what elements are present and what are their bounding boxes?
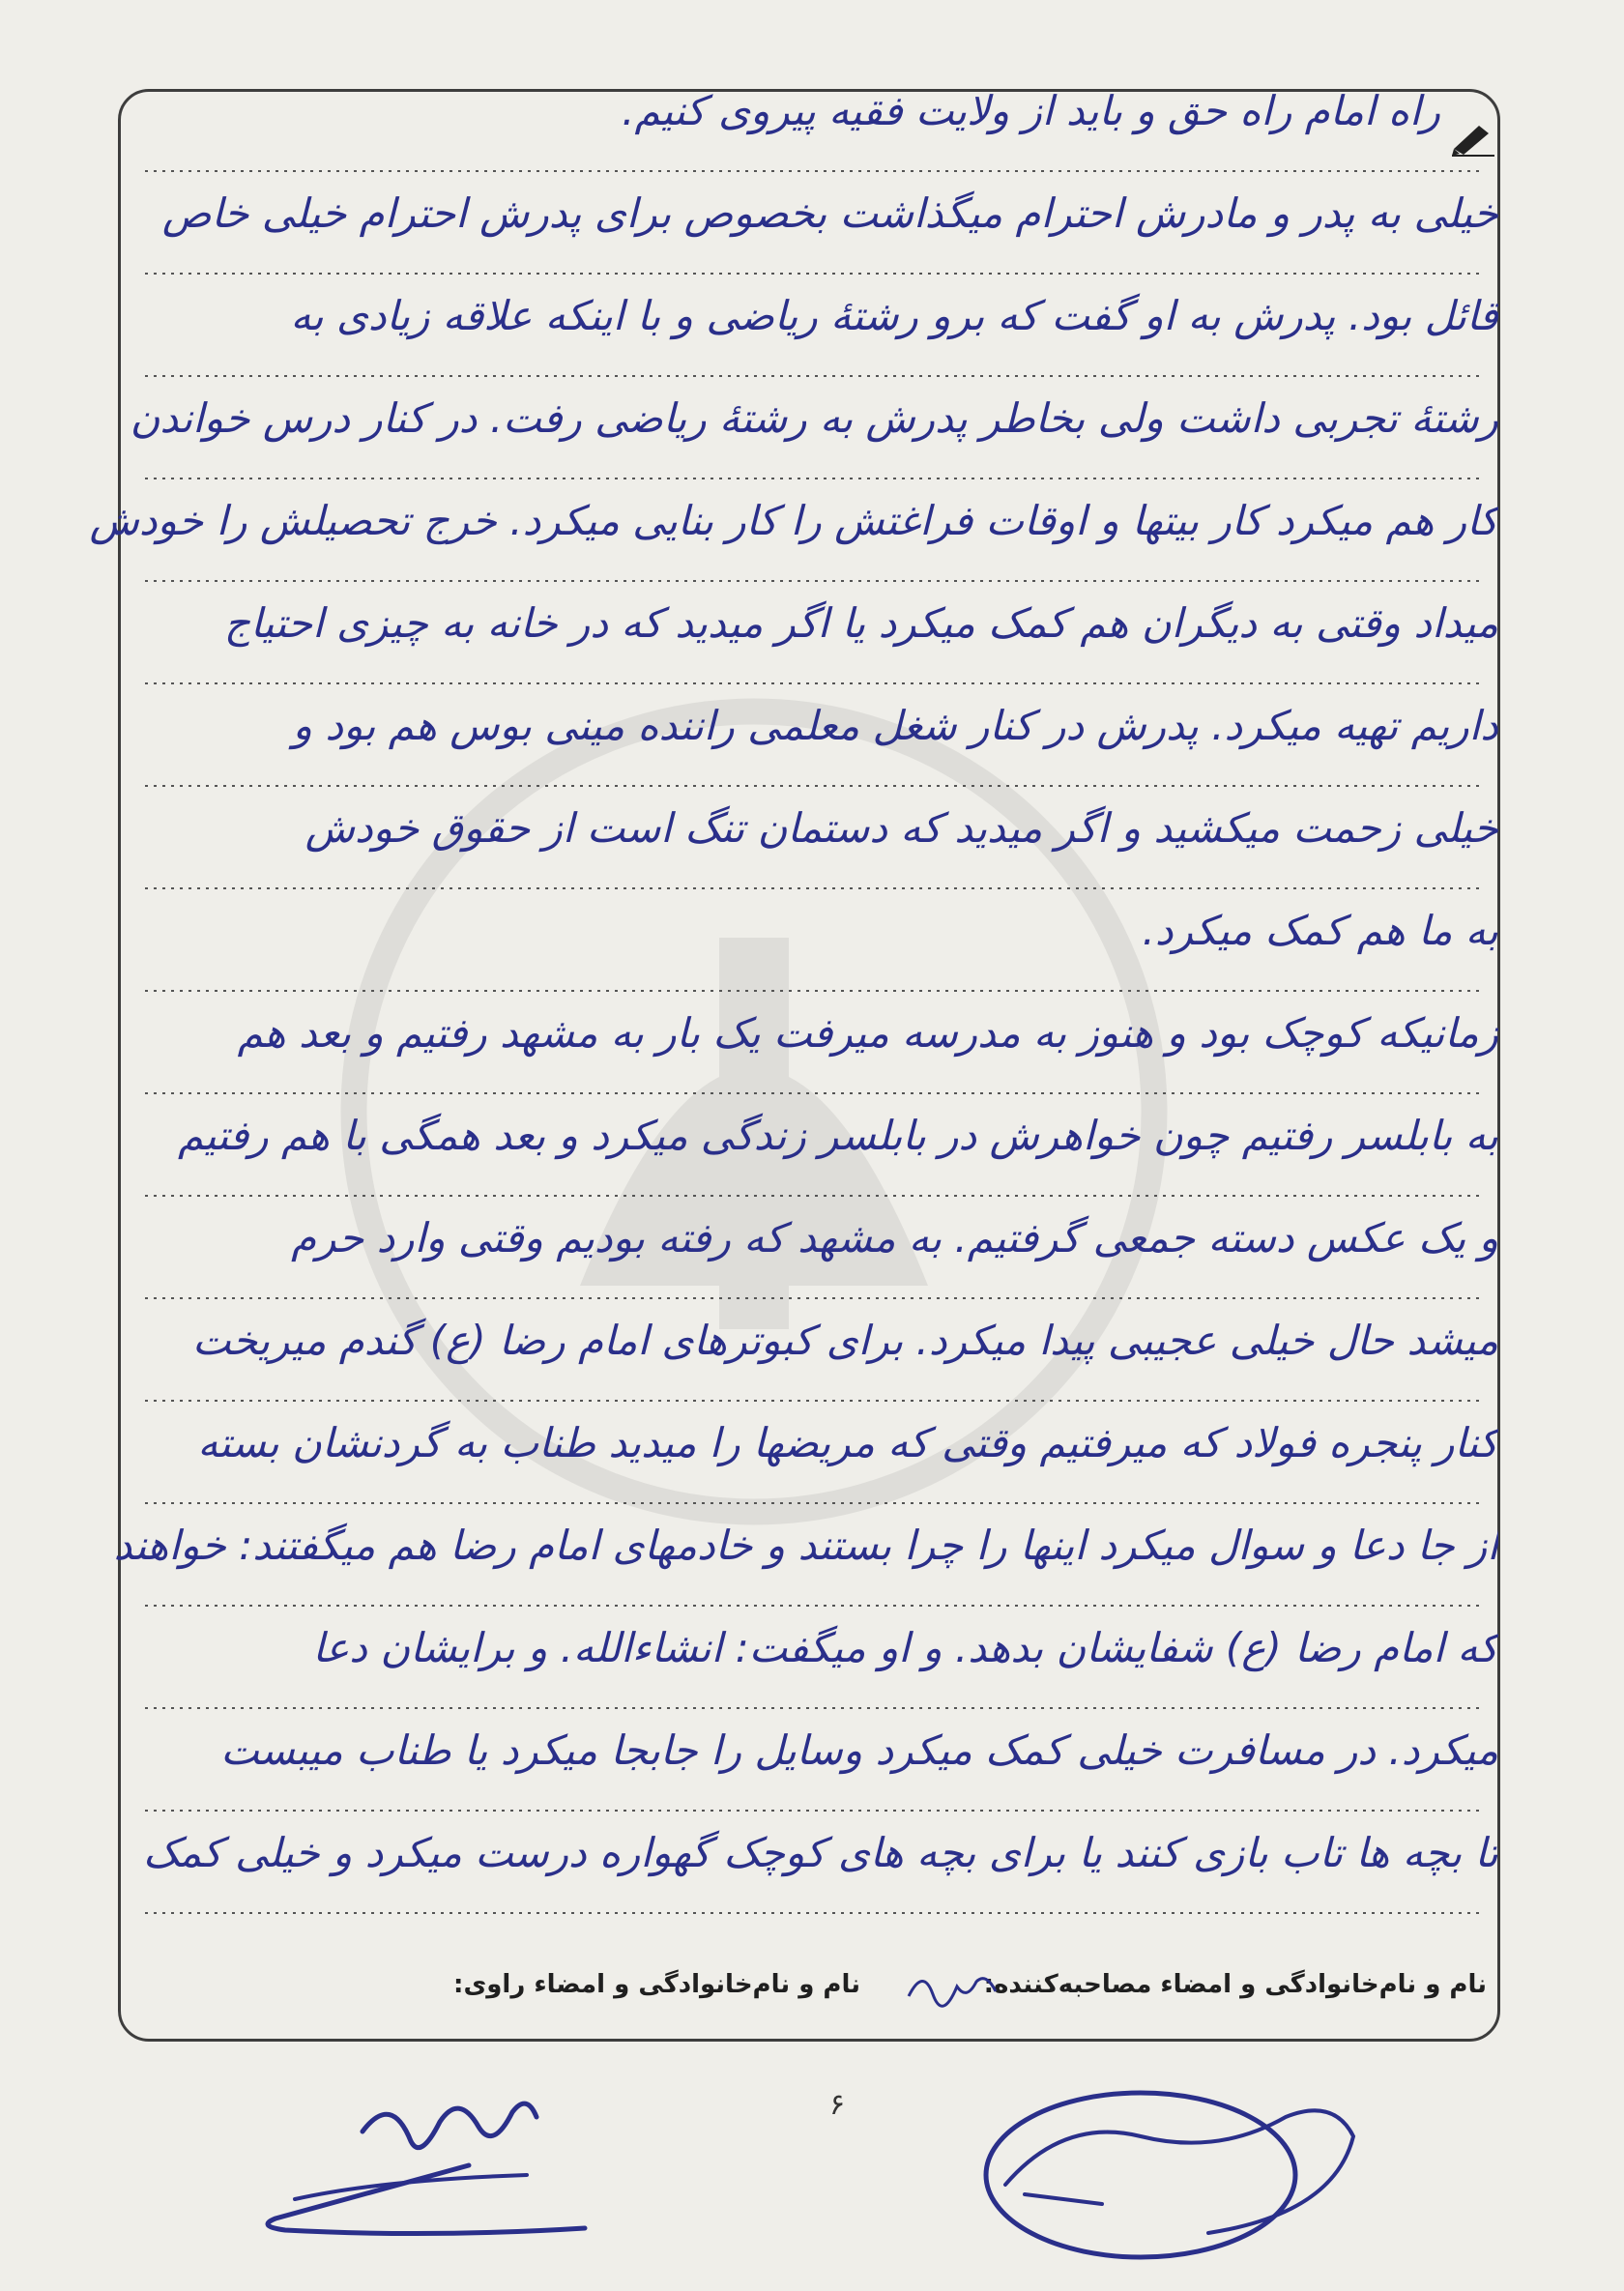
text-line: میداد وقتی به دیگران هم کمک میکرد یا اگر میدید که در خانه به چیزی احتیاج — [223, 599, 1498, 647]
text-line: قائل بود. پدرش به او گفت که برو رشتهٔ ریاضی و با اینکه علاقه زیادی به — [290, 292, 1498, 339]
text-line: و یک عکس دسته جمعی گرفتیم. به مشهد که رفته بودیم وقتی وارد حرم — [291, 1214, 1498, 1262]
interviewer-signature — [967, 2078, 1373, 2272]
text-line: از جا دعا و سوال میکرد اینها را چرا بستند و خادمهای امام رضا هم میگفتند: خواهند — [113, 1522, 1498, 1569]
text-line: به بابلسر رفتیم چون خواهرش در بابلسر زندگی میکرد و بعد همگی با هم رفتیم — [177, 1112, 1498, 1159]
narrator-signature — [237, 2074, 604, 2257]
text-line: کنار پنجره فولاد که میرفتیم وقتی که مریضها را میدید طناب به گردنشان بسته — [197, 1419, 1498, 1466]
narrator-signature-label: نام و نام‌خانوادگی و امضاء راوی: — [453, 1970, 860, 1999]
text-line: زمانیکه کوچک بود و هنوز به مدرسه میرفت یک بار به مشهد رفتیم و بعد هم — [237, 1009, 1498, 1057]
text-line: به ما هم کمک میکرد. — [1142, 907, 1498, 954]
text-line: خیلی به پدر و مادرش احترام میگذاشت بخصوص برای پدرش احترام خیلی خاص — [161, 189, 1498, 237]
text-line: رشتهٔ تجربی داشت ولی بخاطر پدرش به رشتهٔ ریاضی رفت. در کنار درس خواندن — [130, 394, 1498, 442]
text-line: میشد حال خیلی عجیبی پیدا میکرد. برای کبوترهای امام رضا (ع) گندم میریخت — [191, 1317, 1498, 1364]
text-line: راه امام راه حق و باید از ولایت فقیه پیروی کنیم. — [622, 87, 1440, 134]
text-line: میکرد. در مسافرت خیلی کمک میکرد وسایل را جابجا میکرد یا طناب میبست — [220, 1726, 1498, 1774]
text-line: که امام رضا (ع) شفایشان بدهد. و او میگفت: انشاءالله. و برایشان دعا — [312, 1624, 1498, 1671]
text-line: تا بچه ها تاب بازی کنند یا برای بچه های کوچک گهواره درست میکرد و خیلی کمک — [142, 1829, 1498, 1876]
page-number: ۶ — [829, 2088, 846, 2122]
interviewer-initials-signature — [899, 1958, 1005, 2011]
text-line: داریم تهیه میکرد. پدرش در کنار شغل معلمی راننده مینی بوس هم بود و — [292, 702, 1498, 749]
interviewer-signature-label: نام و نام‌خانوادگی و امضاء مصاحبه‌کننده: — [983, 1970, 1487, 1999]
text-line: خیلی زحمت میکشید و اگر میدید که دستمان تنگ است از حقوق خودش — [304, 804, 1498, 852]
text-line: کار هم میکرد کار بیتها و اوقات فراغتش را کار بنایی میکرد. خرج تحصیلش را خودش — [89, 497, 1498, 544]
